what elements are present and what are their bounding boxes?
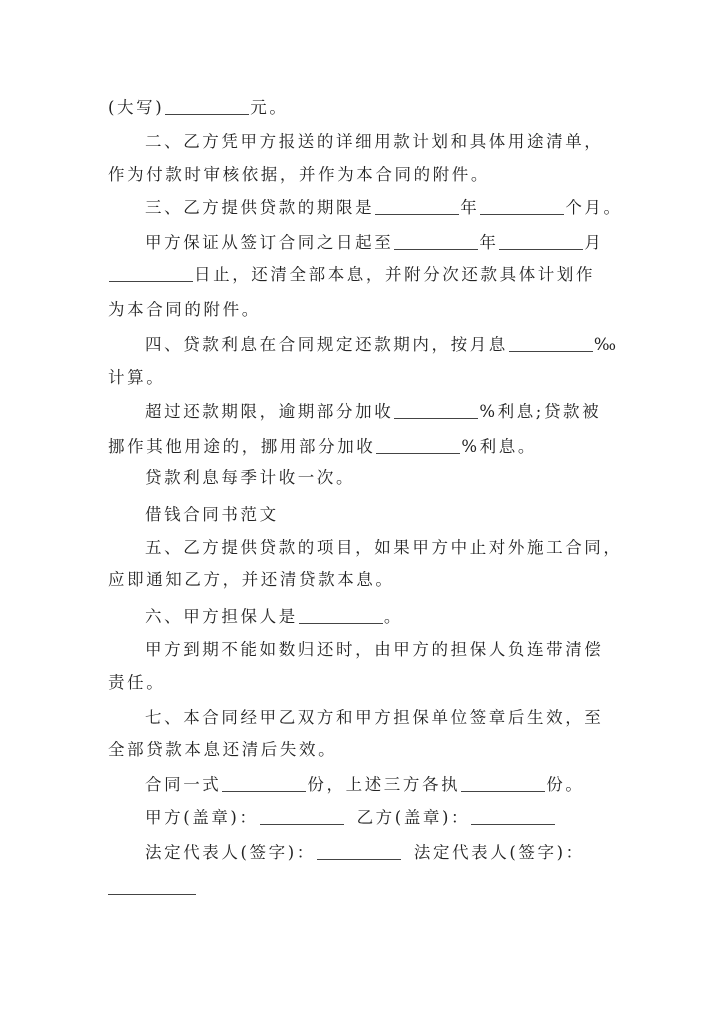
clause-7 <box>145 708 603 728</box>
text: %利息;贷款被 <box>479 402 602 421</box>
text: 月 <box>584 233 604 252</box>
clause-3-guarantee <box>145 233 604 253</box>
blank-field <box>509 335 593 352</box>
section-heading <box>145 505 279 525</box>
blank-field <box>394 233 478 250</box>
text: 计算。 <box>108 368 166 387</box>
blank-field <box>165 98 249 115</box>
text: 七、本合同经甲乙双方和甲方担保单位签章后生效，至 <box>145 708 604 727</box>
text: 为本合同的附件。 <box>108 300 261 319</box>
text: 份。 <box>546 775 585 794</box>
text: %利息。 <box>461 437 537 456</box>
misuse-interest <box>108 437 537 457</box>
clause-3-cont <box>108 265 595 285</box>
blank-field <box>222 775 306 792</box>
blank-field <box>376 437 460 454</box>
text: 贷款利息每季计收一次。 <box>145 468 356 487</box>
clause-6 <box>145 607 403 627</box>
text: 年 <box>479 233 499 252</box>
text: 三、乙方提供贷款的期限是 <box>145 198 375 217</box>
clause-6-liability <box>145 640 603 660</box>
text: 乙方(盖章)： <box>356 808 471 827</box>
text: 应即通知乙方，并还清贷款本息。 <box>108 570 395 589</box>
text: 挪作其他用途的，挪用部分加收 <box>108 437 376 456</box>
text: 甲方保证从签订合同之日起至 <box>145 233 394 252</box>
text: 个月。 <box>565 198 623 217</box>
blank-field <box>375 198 459 215</box>
text: 五、乙方提供贷款的项目，如果甲方中止对外施工合同， <box>145 538 623 557</box>
clause-4-cont <box>108 368 165 388</box>
interest-quarterly <box>145 468 355 488</box>
text: 法定代表人(签字)： <box>413 843 585 862</box>
seal-line <box>145 808 556 828</box>
clause-2 <box>145 132 603 152</box>
clause-4 <box>145 335 619 355</box>
text: (大写) <box>108 98 165 117</box>
signature-line <box>145 843 585 863</box>
clause-3 <box>145 198 623 218</box>
text: 责任。 <box>108 673 166 692</box>
line-amount-capital <box>108 98 288 118</box>
text: 。 <box>383 607 403 626</box>
text: 年 <box>460 198 480 217</box>
blank-field <box>317 843 401 860</box>
clause-3-cont2 <box>108 300 261 320</box>
text: 合同一式 <box>145 775 222 794</box>
clause-5-cont <box>108 570 395 590</box>
text: 超过还款期限，逾期部分加收 <box>145 402 394 421</box>
text: 份，上述三方各执 <box>307 775 461 794</box>
blank-field <box>471 808 555 825</box>
text: 六、甲方担保人是 <box>145 607 298 626</box>
clause-5 <box>145 538 623 558</box>
blank-field <box>109 265 193 282</box>
clause-7-cont <box>108 740 337 760</box>
text: 借钱合同书范文 <box>145 505 279 524</box>
text: 法定代表人(签字)： <box>145 843 316 862</box>
blank-field <box>108 894 196 895</box>
text: 作为付款时审核依据，并作为本合同的附件。 <box>108 165 490 184</box>
overdue-interest <box>145 402 601 422</box>
clause-6-cont <box>108 673 165 693</box>
text: ‰ <box>593 335 619 354</box>
text: 全部贷款本息还清后失效。 <box>108 740 338 759</box>
clause-2-cont <box>108 165 490 185</box>
blank-field <box>499 233 583 250</box>
text: 元。 <box>250 98 289 117</box>
copies-line <box>145 775 584 795</box>
text: 甲方到期不能如数归还时，由甲方的担保人负连带清偿 <box>145 640 604 659</box>
blank-field <box>461 775 545 792</box>
blank-field <box>394 402 478 419</box>
blank-field <box>260 808 344 825</box>
text: 甲方(盖章)： <box>145 808 259 827</box>
blank-field <box>299 607 383 624</box>
text: 四、贷款利息在合同规定还款期内，按月息 <box>145 335 508 354</box>
text: 二、乙方凭甲方报送的详细用款计划和具体用途清单， <box>145 132 604 151</box>
blank-field <box>480 198 564 215</box>
text: 日止，还清全部本息，并附分次还款具体计划作 <box>194 265 596 284</box>
